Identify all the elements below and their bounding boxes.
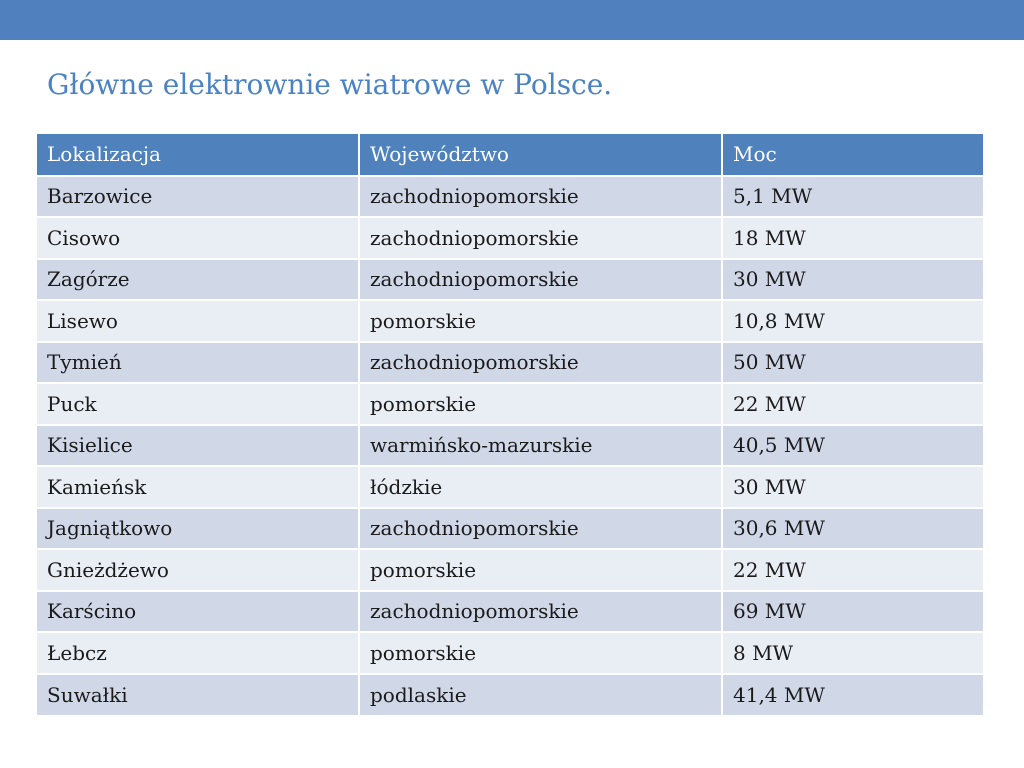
- cell-power: 50 MW: [722, 342, 983, 384]
- power-plants-table: [37, 134, 983, 715]
- header-cell-power: Moc: [722, 134, 983, 176]
- cell-voivodeship: podlaskie: [359, 674, 722, 716]
- cell-voivodeship: zachodniopomorskie: [359, 176, 722, 218]
- header-cell-voivodeship: Województwo: [359, 134, 722, 176]
- cell-voivodeship: zachodniopomorskie: [359, 342, 722, 384]
- cell-location: Tymień: [37, 342, 359, 384]
- cell-power: 30 MW: [722, 259, 983, 301]
- cell-location: Jagniątkowo: [37, 508, 359, 550]
- table-row: [37, 342, 983, 384]
- cell-power: 69 MW: [722, 591, 983, 633]
- slide-title: Główne elektrownie wiatrowe w Polsce.: [47, 68, 613, 101]
- table-row: [37, 259, 983, 301]
- cell-power: 22 MW: [722, 549, 983, 591]
- cell-voivodeship: zachodniopomorskie: [359, 508, 722, 550]
- cell-location: Suwałki: [37, 674, 359, 716]
- table-body: [37, 176, 983, 716]
- cell-location: Puck: [37, 383, 359, 425]
- cell-voivodeship: zachodniopomorskie: [359, 591, 722, 633]
- cell-location: Łebcz: [37, 632, 359, 674]
- table-row: [37, 549, 983, 591]
- table-row: [37, 508, 983, 550]
- cell-location: Zagórze: [37, 259, 359, 301]
- cell-location: Lisewo: [37, 300, 359, 342]
- cell-voivodeship: zachodniopomorskie: [359, 259, 722, 301]
- cell-voivodeship: zachodniopomorskie: [359, 217, 722, 259]
- table-row: [37, 217, 983, 259]
- cell-location: Karścino: [37, 591, 359, 633]
- table-row: [37, 591, 983, 633]
- table-row: [37, 383, 983, 425]
- cell-location: Gnieżdżewo: [37, 549, 359, 591]
- cell-power: 18 MW: [722, 217, 983, 259]
- cell-voivodeship: łódzkie: [359, 466, 722, 508]
- cell-location: Barzowice: [37, 176, 359, 218]
- cell-power: 22 MW: [722, 383, 983, 425]
- cell-voivodeship: pomorskie: [359, 549, 722, 591]
- top-band: [0, 0, 1024, 40]
- table-row: [37, 176, 983, 218]
- table-row: [37, 674, 983, 716]
- table-container: [37, 134, 983, 715]
- cell-voivodeship: warmińsko-mazurskie: [359, 425, 722, 467]
- cell-voivodeship: pomorskie: [359, 383, 722, 425]
- table-row: [37, 632, 983, 674]
- cell-location: Kamieńsk: [37, 466, 359, 508]
- cell-power: 30,6 MW: [722, 508, 983, 550]
- cell-power: 10,8 MW: [722, 300, 983, 342]
- cell-voivodeship: pomorskie: [359, 300, 722, 342]
- cell-power: 8 MW: [722, 632, 983, 674]
- cell-power: 5,1 MW: [722, 176, 983, 218]
- table-row: [37, 300, 983, 342]
- cell-power: 40,5 MW: [722, 425, 983, 467]
- table-row: [37, 425, 983, 467]
- header-cell-location: Lokalizacja: [37, 134, 359, 176]
- table-row: [37, 466, 983, 508]
- cell-location: Kisielice: [37, 425, 359, 467]
- cell-power: 41,4 MW: [722, 674, 983, 716]
- table-header-row: [37, 134, 983, 176]
- cell-voivodeship: pomorskie: [359, 632, 722, 674]
- cell-power: 30 MW: [722, 466, 983, 508]
- cell-location: Cisowo: [37, 217, 359, 259]
